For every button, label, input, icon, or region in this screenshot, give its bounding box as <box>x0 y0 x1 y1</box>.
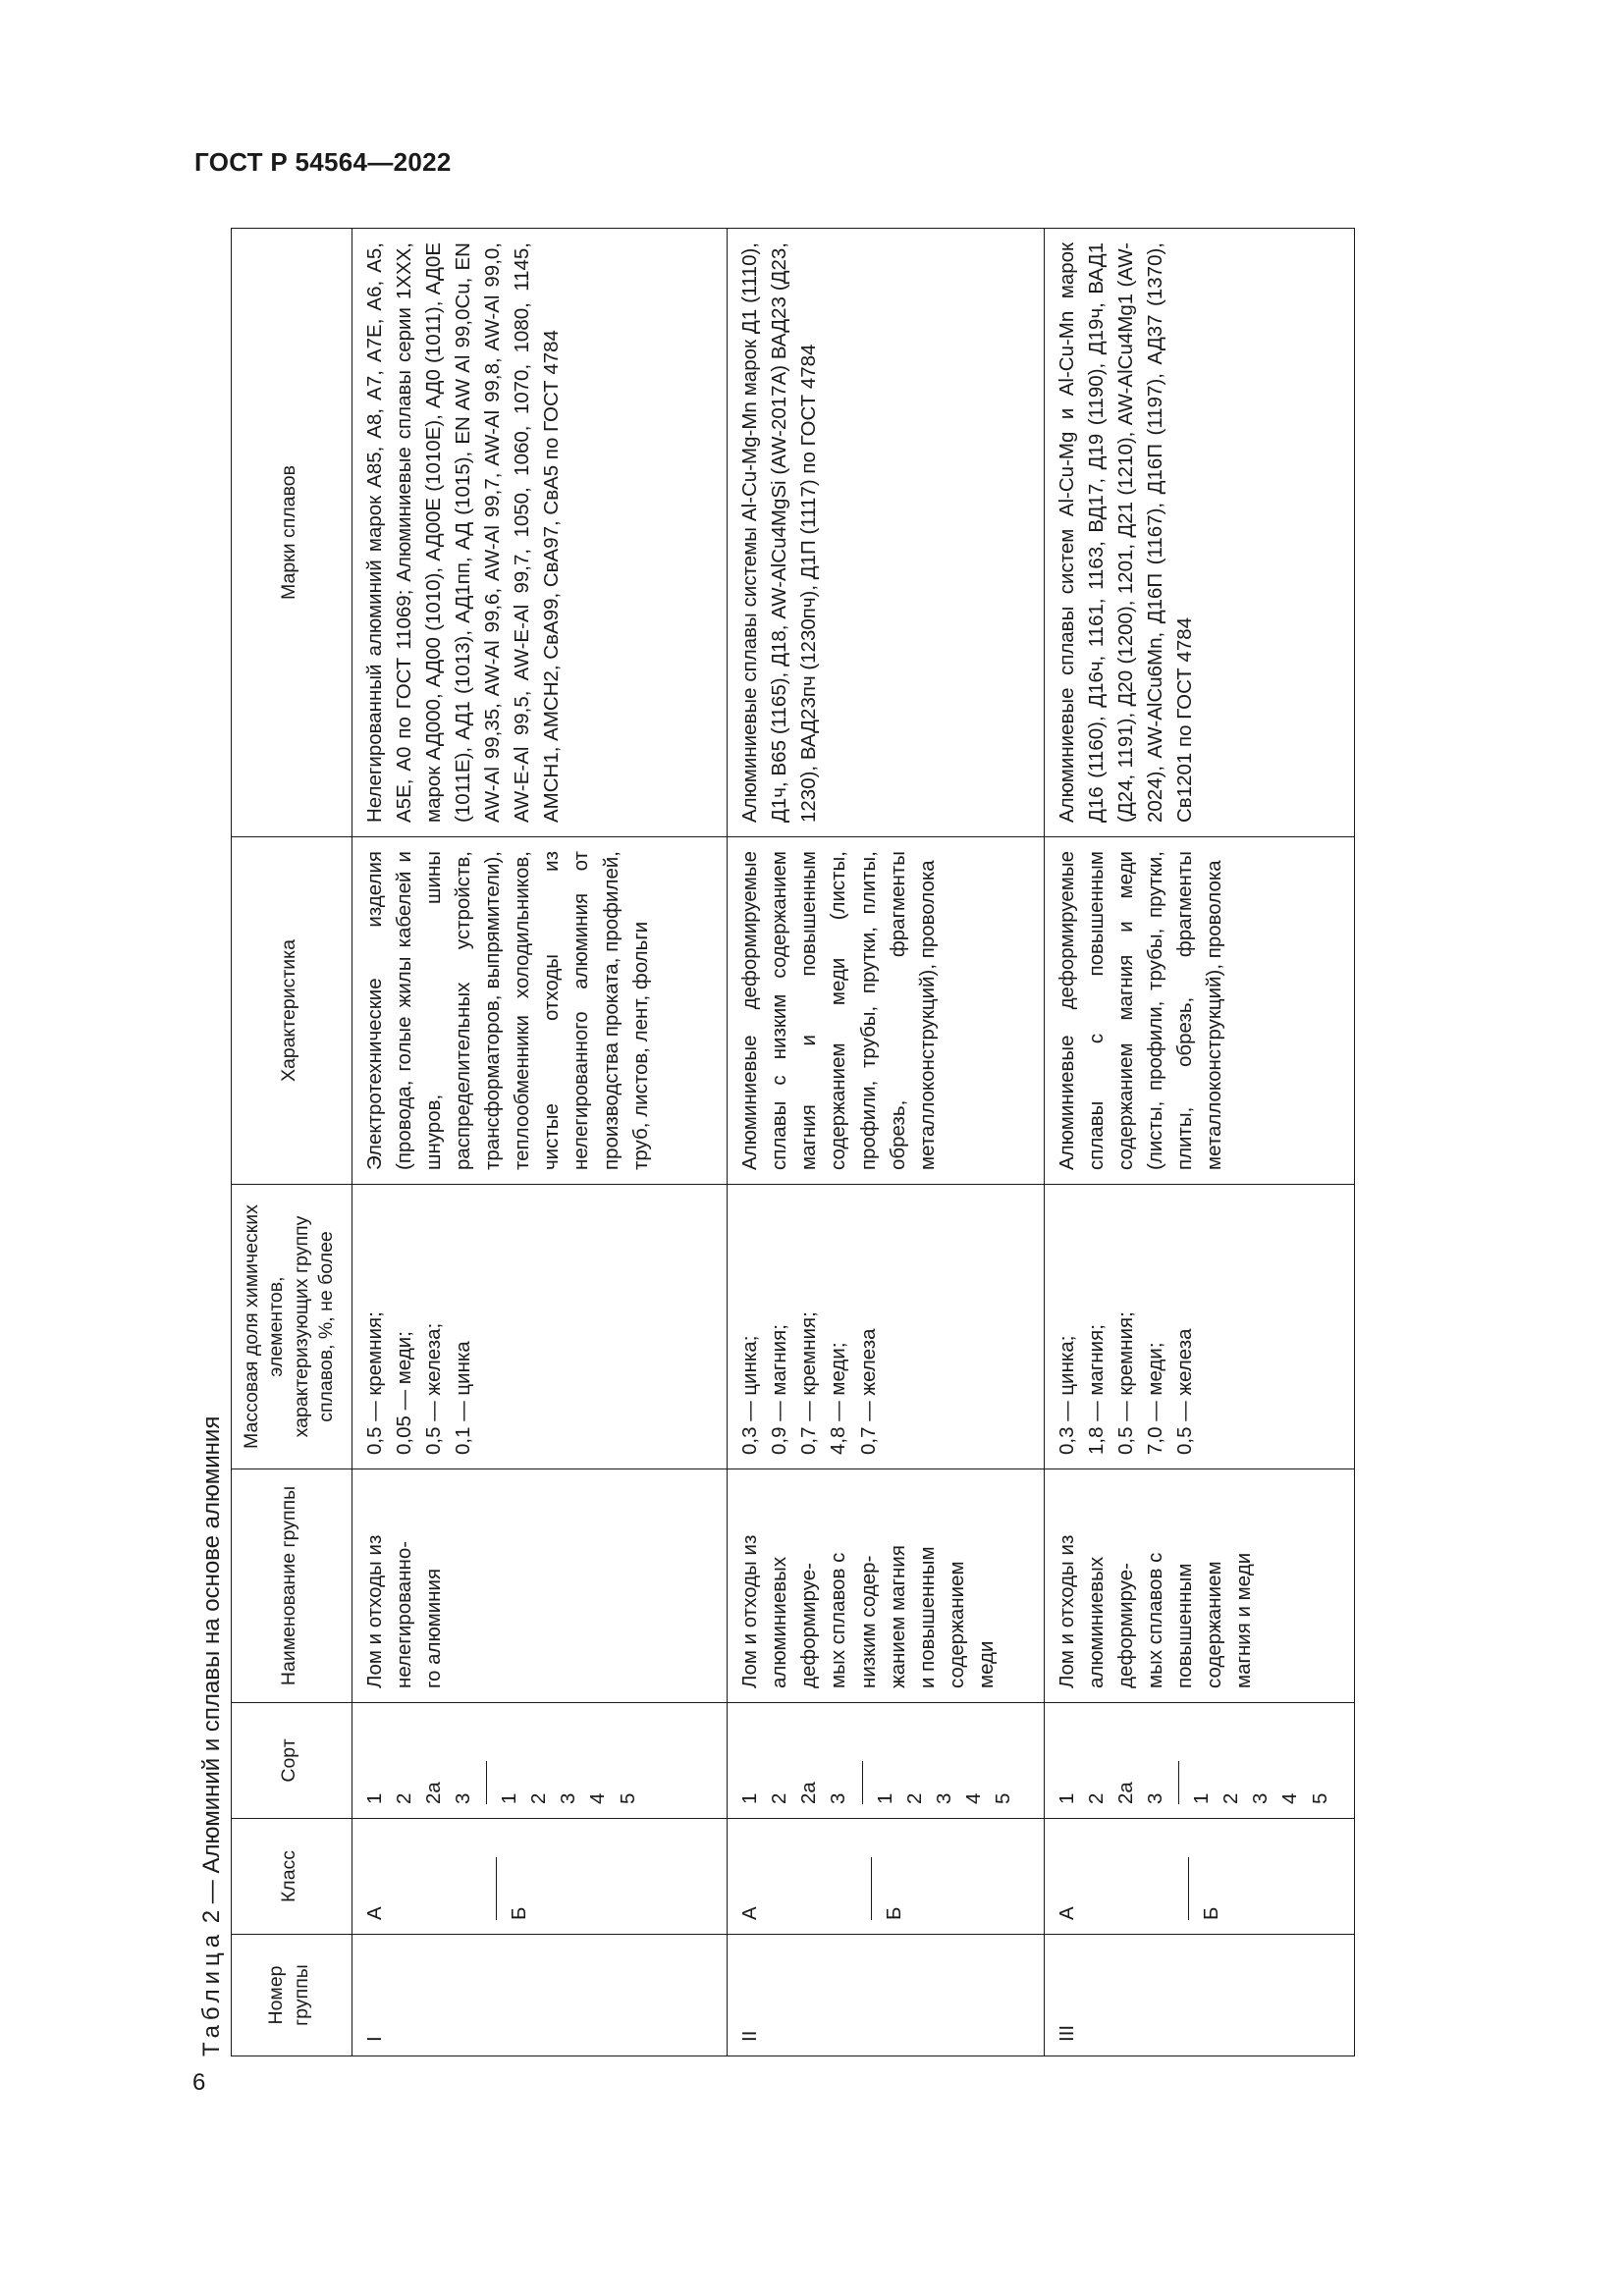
sort-a-1: 1 <box>362 1792 386 1804</box>
sort-a-2: 2 <box>392 1792 415 1804</box>
group-name-line: низким содер- <box>856 1555 880 1688</box>
sort-a-3: 3 <box>1143 1792 1166 1804</box>
mass-line: 0,1 — цинка <box>451 1341 474 1455</box>
sort-b-5: 5 <box>992 1792 1015 1804</box>
sort-b-2: 2 <box>1219 1792 1243 1804</box>
mass-line: 0,5 — кремния; <box>1113 1311 1137 1455</box>
table-caption-number: 2 <box>198 1909 225 1924</box>
group-name-line: Лом и отходы из <box>1055 1534 1078 1688</box>
alloy-grades: Алюминиевые сплавы системы Al-Cu-Mg-Mn марок Д1 (1110), Д1ч, В65 (1165), Д18, AW-AlCu4MgSi (AW-2017A) ВАД23 (Д23, 1230), ВАД23пч (1230пч), Д1П (1117) по ГОСТ 4784 <box>728 229 1044 837</box>
mass-line: 1,8 — магния; <box>1084 1324 1108 1455</box>
sort-b-5: 5 <box>1308 1792 1331 1804</box>
table-row <box>728 229 1044 2056</box>
sort-b-1: 1 <box>1178 1761 1217 1804</box>
group-name-line: алюминиевых <box>1084 1556 1108 1688</box>
sort-b-2: 2 <box>527 1792 551 1804</box>
sort-a-2a: 2а <box>421 1782 445 1804</box>
sort-cell <box>728 1703 1044 1819</box>
col-header-class: Класс <box>232 1819 346 1935</box>
group-name-line: мых сплавов с <box>827 1552 850 1688</box>
mass-fraction <box>728 1185 1044 1469</box>
mass-line: 7,0 — меди; <box>1143 1342 1166 1455</box>
alloy-grades: Алюминиевые сплавы систем Al-Cu-Mg и Al-Cu-Mn марок Д16 (1160), Д16ч, 1161, 1163, ВД17, Д19 (1190), Д19ч, ВАД1 (Д24, 1191), Д20 (1200), 1201, Д21 (1210), AW-AlCu4Mg1 (AW-2024), AW-AlCu6Mn, Д16П (1167), Д16П (1197), АД37 (1370), Св1201 по ГОСТ 4784 <box>1044 229 1354 837</box>
mass-line: 0,05 — меди; <box>392 1331 415 1455</box>
sort-b-3: 3 <box>1249 1792 1272 1804</box>
group-name-line: жанием магния <box>886 1545 909 1688</box>
sort-a-2: 2 <box>1084 1792 1108 1804</box>
group-number: III <box>1044 1935 1354 2056</box>
alloy-grades: Нелегированный алюминий марок А85, А8, А7, А7Е, А6, А5, А5Е, А0 по ГОСТ 11069; Алюминиевые сплавы серии 1ХХХ, марок АД000, АД00 (1010), АД00Е (1010Е), АД0 (1011), АД0Е (1011Е), АД1 (1013), АД1пп, АД (1015), EN AW Al 99,0Cu, EN AW-Al 99,35, AW-Al 99,6, AW-Al 99,7, AW-Al 99,8, AW-Al 99,0, AW-E-Al 99,5, AW-E-Al 99,7, 1050, 1060, 1070, 1080, 1145, АМСН1, АМСН2, СвА99, СвА97, СвА5 по ГОСТ 4784 <box>352 229 728 837</box>
rotated-table-sheet <box>194 221 1355 2056</box>
group-name-line: нелегированно- <box>392 1540 415 1688</box>
group-name-line: мых сплавов с <box>1143 1552 1166 1688</box>
sort-b-5: 5 <box>616 1792 639 1804</box>
characteristic: Алюминиевые деформируемые сплавы с повышенным содержанием магния и меди (листы, профили, трубы, прутки, плиты, обрезь, фрагменты металлоконструкций), проволока <box>1044 837 1354 1185</box>
class-b: Б <box>1188 1857 1226 1920</box>
group-name-line: содержанием <box>1203 1561 1226 1688</box>
characteristic: Электротехнические изделия (провода, голые жилы кабелей и шнуров, шины распределительных устройств, трансформаторов, выпрямители), теплообменники холодильников, чистые отходы из нелегированного алюминия от производства проката, профилей, труб, листов, лент, фольги <box>352 837 728 1185</box>
sort-cell <box>352 1703 728 1819</box>
group-name-line: деформируе- <box>1113 1563 1137 1688</box>
class-a: А <box>1055 1906 1078 1920</box>
group-name-line: содержанием <box>945 1561 968 1688</box>
sort-b-1: 1 <box>486 1761 524 1804</box>
class-cell <box>728 1819 1044 1935</box>
class-a: А <box>362 1906 386 1920</box>
group-name-line: магния и меди <box>1232 1552 1256 1688</box>
sort-a-2a: 2а <box>797 1782 821 1804</box>
sort-a-2: 2 <box>768 1792 791 1804</box>
sort-a-3: 3 <box>827 1792 850 1804</box>
group-name <box>1044 1469 1354 1703</box>
group-name-line: алюминиевых <box>768 1556 791 1688</box>
alloy-table <box>231 228 1355 2056</box>
group-number: II <box>728 1935 1044 2056</box>
mass-line: 0,5 — кремния; <box>362 1311 386 1455</box>
sort-b-4: 4 <box>961 1792 985 1804</box>
col-header-group-name: Наименование группы <box>232 1469 346 1703</box>
mass-fraction <box>352 1185 728 1469</box>
sort-b-3: 3 <box>557 1792 580 1804</box>
table-caption-text: — Алюминий и сплавы на основе алюминия <box>198 1415 225 1904</box>
col-header-characteristic: Характеристика <box>232 837 346 1185</box>
group-number: I <box>352 1935 728 2056</box>
mass-line: 0,3 — цинка; <box>1055 1335 1078 1455</box>
sort-a-2a: 2а <box>1113 1782 1137 1804</box>
class-b: Б <box>496 1857 534 1920</box>
mass-line: 0,7 — железа <box>856 1328 880 1455</box>
sort-b-4: 4 <box>586 1792 610 1804</box>
sort-cell <box>1044 1703 1354 1819</box>
group-name-line: и повышенным <box>915 1546 939 1688</box>
table-row <box>352 229 728 2056</box>
group-name-line: Лом и отходы из <box>362 1534 386 1688</box>
table-row <box>1044 229 1354 2056</box>
group-name-line: го алюминия <box>421 1568 445 1688</box>
table-caption-prefix: Таблица <box>198 1929 225 2056</box>
sort-a-3: 3 <box>451 1792 474 1804</box>
sort-a-1: 1 <box>738 1792 762 1804</box>
mass-line: 0,5 — железа; <box>421 1322 445 1455</box>
group-name-line: деформируе- <box>797 1563 821 1688</box>
group-name <box>352 1469 728 1703</box>
mass-fraction <box>1044 1185 1354 1469</box>
col-header-group-number: Номер группы <box>232 1935 346 2056</box>
group-name-line: меди <box>975 1640 999 1688</box>
col-header-mass-fraction: Массовая доля химических элементов, характеризующих группу сплавов, %, не более <box>232 1185 346 1469</box>
sort-b-4: 4 <box>1278 1792 1302 1804</box>
sort-b-2: 2 <box>902 1792 926 1804</box>
mass-line: 0,7 — кремния; <box>797 1311 821 1455</box>
class-cell <box>1044 1819 1354 1935</box>
sort-a-1: 1 <box>1055 1792 1078 1804</box>
col-header-alloy-grades: Марки сплавов <box>232 229 346 837</box>
mass-line: 0,9 — магния; <box>768 1324 791 1455</box>
mass-line: 4,8 — меди; <box>827 1342 850 1455</box>
sort-b-3: 3 <box>932 1792 955 1804</box>
group-name-line: повышенным <box>1173 1563 1197 1688</box>
col-header-sort: Сорт <box>232 1703 346 1819</box>
class-a: А <box>738 1906 762 1920</box>
group-name <box>728 1469 1044 1703</box>
table-caption <box>194 1416 230 2056</box>
document-header: ГОСТ Р 54564—2022 <box>194 147 452 177</box>
mass-line: 0,3 — цинка; <box>738 1335 762 1455</box>
characteristic: Алюминиевые деформируемые сплавы с низким содержанием магния и повышенным содержанием меди (листы, профили, трубы, прутки, плиты, обрезь, фрагменты металлоконструкций), проволока <box>728 837 1044 1185</box>
class-b: Б <box>871 1857 909 1920</box>
group-name-line: Лом и отходы из <box>738 1534 762 1688</box>
page-number: 6 <box>192 2069 206 2096</box>
class-cell <box>352 1819 728 1935</box>
sort-b-1: 1 <box>862 1761 900 1804</box>
mass-line: 0,5 — железа <box>1173 1328 1197 1455</box>
